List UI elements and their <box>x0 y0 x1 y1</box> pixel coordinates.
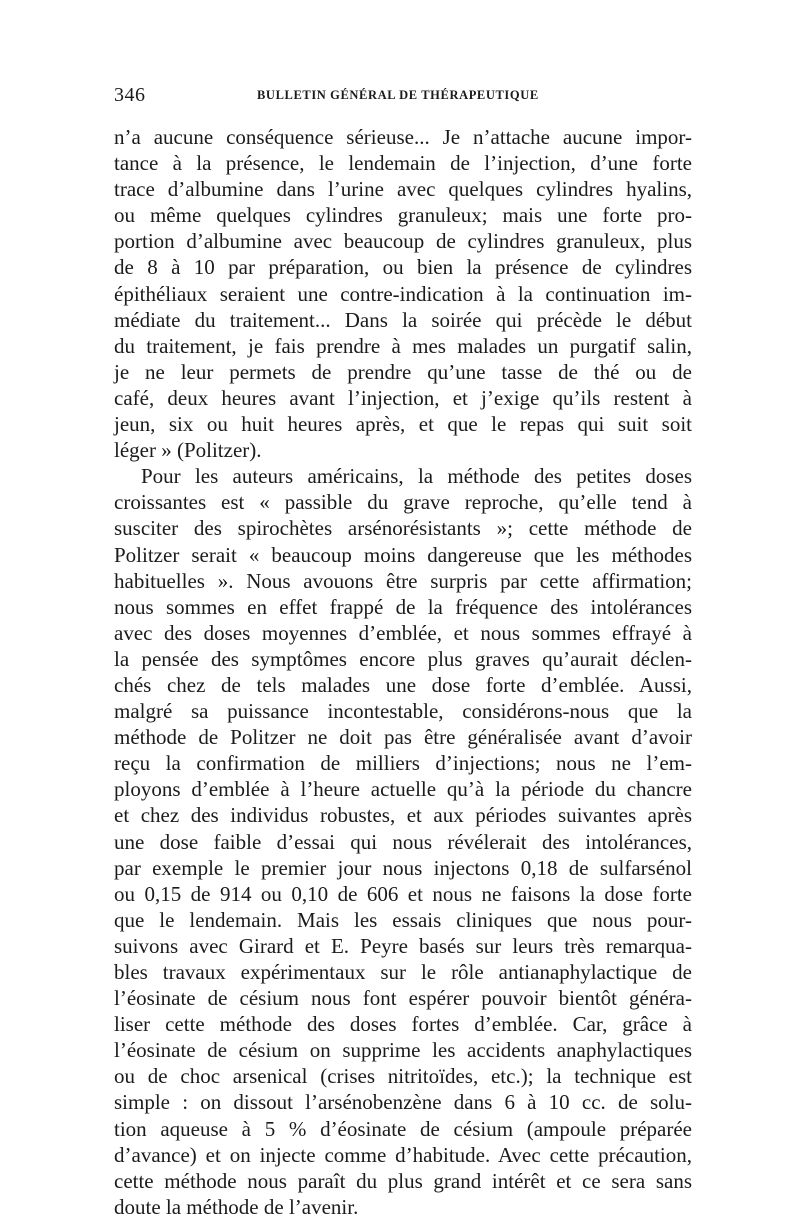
text-line: que le lendemain. Mais les essais cliniques que nous pour- <box>114 907 692 932</box>
text-line: simple : on dissout l’arsénobenzène dans 6 à 10 cc. de solu- <box>114 1090 692 1115</box>
text-line: l’éosinate de césium nous font espérer pouvoir bientôt généra- <box>114 986 692 1011</box>
text-line: nous sommes en effet frappé de la fréquence des intolérances <box>114 594 692 619</box>
text-line: léger » (Politzer). <box>114 438 262 463</box>
text-line: ou de choc arsenical (crises nitritoïdes, etc.); la technique est <box>114 1064 692 1089</box>
text-line: bles travaux expérimentaux sur le rôle antianaphylactique de <box>114 960 692 984</box>
text-line: épithéliaux seraient une contre-indication à la continuation im- <box>114 281 692 306</box>
page-number: 346 <box>114 84 146 106</box>
text-line: du traitement, je fais prendre à mes malades un purgatif salin, <box>114 333 692 358</box>
running-title: BULLETIN GÉNÉRAL DE THÉRAPEUTIQUE <box>257 88 539 102</box>
page-header <box>114 84 684 108</box>
text-line: je ne leur permets de prendre qu’une tasse de thé ou de <box>114 359 692 384</box>
text-line: trace d’albumine dans l’urine avec quelques cylindres hyalins, <box>114 177 692 202</box>
text-line: n’a aucune conséquence sérieuse... Je n’attache aucune impor- <box>114 125 692 149</box>
text-line: ou 0,15 de 914 ou 0,10 de 606 et nous ne faisons la dose forte <box>114 881 692 906</box>
text-line: méthode de Politzer ne doit pas être généralisée avant d’avoir <box>114 725 692 750</box>
text-line: tance à la présence, le lendemain de l’injection, d’une forte <box>114 151 692 176</box>
text-line: une dose faible d’essai qui nous révélerait des intolérances, <box>114 829 692 854</box>
text-line: la pensée des symptômes encore plus graves qu’aurait déclen- <box>114 646 692 671</box>
text-line: suivons avec Girard et E. Peyre basés sur leurs très remarqua- <box>114 933 692 958</box>
text-line: d’avance) et on injecte comme d’habitude. Avec cette précaution, <box>114 1142 692 1167</box>
text-line: doute la méthode de l’avenir. <box>114 1194 359 1219</box>
text-line: Politzer serait « beaucoup moins dangereuse que les méthodes <box>114 542 692 567</box>
text-line: malgré sa puissance incontestable, considérons-nous que la <box>114 699 692 724</box>
text-line: l’éosinate de césium on supprime les accidents anaphylactiques <box>114 1038 692 1063</box>
text-line: ployons d’emblée à l’heure actuelle qu’à la période du chancre <box>114 777 692 802</box>
text-line: jeun, six ou huit heures après, et que le repas qui suit soit <box>114 412 692 437</box>
text-line: habituelles ». Nous avouons être surpris par cette affirmation; <box>114 568 692 593</box>
text-line: tion aqueuse à 5 % d’éosinate de césium (ampoule préparée <box>114 1116 692 1141</box>
text-line: croissantes est « passible du grave reproche, qu’elle tend à <box>114 490 692 515</box>
body-text <box>114 124 692 1220</box>
text-line: portion d’albumine avec beaucoup de cylindres granuleux, plus <box>114 229 692 254</box>
text-line: et chez des individus robustes, et aux périodes suivantes après <box>114 803 692 828</box>
text-line: médiate du traitement... Dans la soirée qui précède le début <box>114 307 692 332</box>
text-line: liser cette méthode des doses fortes d’emblée. Car, grâce à <box>114 1012 692 1037</box>
text-line: avec des doses moyennes d’emblée, et nous sommes effrayé à <box>114 620 692 645</box>
text-line: chés chez de tels malades une dose forte d’emblée. Aussi, <box>114 672 692 697</box>
text-line: reçu la confirmation de milliers d’injections; nous ne l’em- <box>114 751 692 776</box>
text-line: ou même quelques cylindres granuleux; mais une forte pro- <box>114 203 692 228</box>
text-line: cette méthode nous paraît du plus grand intérêt et ce sera sans <box>114 1168 692 1193</box>
text-line: par exemple le premier jour nous injectons 0,18 de sulfarsénol <box>114 855 692 880</box>
paragraph-2 <box>114 463 692 1220</box>
text-line: café, deux heures avant l’injection, et j’exige qu’ils restent à <box>114 385 692 410</box>
text-line: Pour les auteurs américains, la méthode des petites doses <box>141 464 692 489</box>
text-line: de 8 à 10 par préparation, ou bien la présence de cylindres <box>114 255 692 280</box>
paragraph-1 <box>114 124 692 463</box>
text-line: susciter des spirochètes arsénorésistants »; cette méthode de <box>114 516 692 541</box>
